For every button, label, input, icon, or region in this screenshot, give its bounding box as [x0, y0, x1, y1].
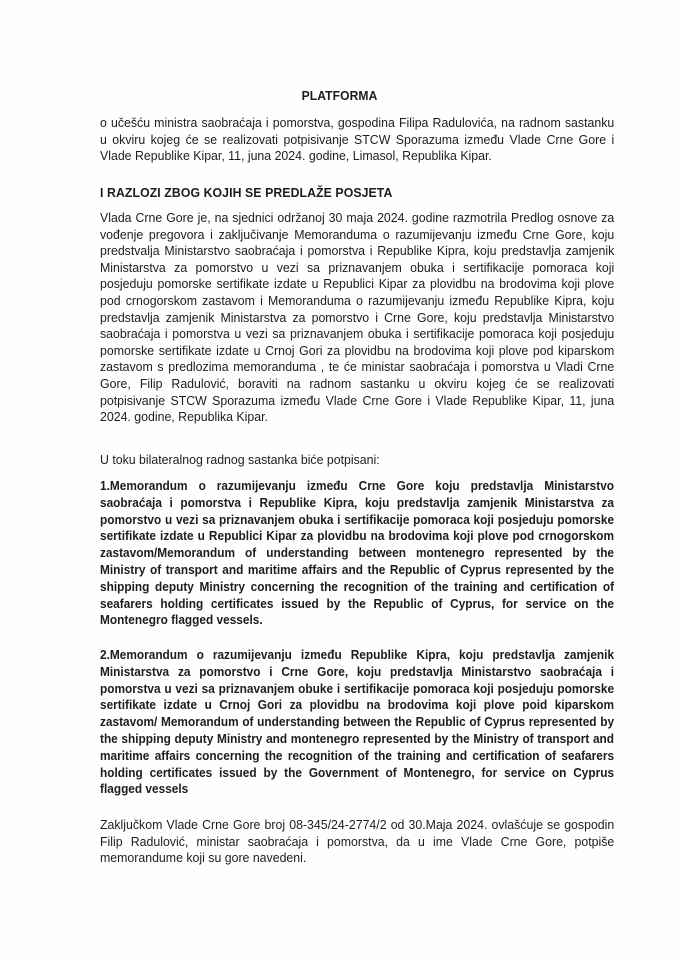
document-title: PLATFORMA — [301, 88, 378, 103]
closing-paragraph: Zaključkom Vlade Crne Gore broj 08-345/24-2774/2 od 30.Maja 2024. ovlašćuje se gospodin Filip Radulović, ministar saobraćaja i pomorstva, da u ime Vlade Crne Gore, potpiše memorandume koji su gore navedeni. — [100, 817, 615, 866]
memorandum-item-2: 2.Memorandum o razumijevanju između Republike Kipra, koju predstavlja zamjenik Ministarstva za pomorstvo i Crne Gore, koju predstavlja Ministarstvo saobraćaja i pomorstva u vezi sa priznavanjem obuke i sertifikacije pomoraca koji posjeduju pomorske sertifikate izdate u Crnoj Gori za plovidbu na brodovima koji plove poid kiparskom zastavom/ Memorandum of understanding between the Republic of Cyprus represented by the shipping deputy Ministry and montenegro represented by the Ministry of transport and maritime affairs concerning the recognition of the training and certification of seafarers holding certificates issued by the Government of Montenegro, for service on Cyprus flagged vessels — [100, 647, 615, 797]
memorandum-item-1: 1.Memorandum o razumijevanju između Crne Gore koju predstavlja Ministarstvo saobraćaja i pomorstva i Republike Kipra, koju predstavlja zamjenik Ministarstva za pomorstvo u vezi sa priznavanjem obuka i sertifikacije pomoraca koji posjeduju pomorske sertifikate izdate u Republici Kipar za plovidbu na brodovima koji plove pod crnogorskom zastavom/Memorandum of understanding between montenegro represented by the Ministry of transport and maritime affairs and the Republic of Cyprus represented by the shipping deputy Ministry concerning the recognition of the training and certification of seafarers holding certificates issued by the Republic of Cyprus, for service on the Montenegro flagged vessels. — [100, 478, 615, 628]
section-heading: I RAZLOZI ZBOG KOJIH SE PREDLAŽE POSJETA — [100, 185, 393, 200]
intro-paragraph: o učešću ministra saobraćaja i pomorstva, gospodina Filipa Radulovića, na radnom sastanku u okviru kojeg će se realizovati potpisivanje STCW Sporazuma između Vlade Crne Gore i Vlade Republike Kipar, 11, juna 2024. godine, Limasol, Republika Kipar. — [100, 115, 615, 164]
lead-in-paragraph: U toku bilateralnog radnog sastanka biće potpisani: — [100, 452, 380, 467]
reasons-paragraph: Vlada Crne Gore je, na sjednici održanoj 30 maja 2024. godine razmotrila Predlog osnove za vođenje pregovora i zaključivanje Memoranduma o razumijevanju između Crne Gore, koju predstvalja Ministarstvo saobraćaja i pomorstva i Republike Kipra, koju predstavlja zamjenik Ministarstva za pomorstvo u vezi sa priznavanjem obuka i sertifikacije pomoraca koji posjeduju pomorske sertifikate izdate u Republici Kipar za plovidbu na brodovima koji plove pod crnogorskom zastavom i Memoranduma o razumijevanju između Republike Kipra, koju predstavlja zamjenik Ministarstva za pomorstvo i Crne Gore, koju predstavlja Ministarstvo saobraćaja i pomorstva u vezi sa priznavanjem obuka i sertifikacije pomoraca koji posjeduju pomorske sertifikate izdate u Crnoj Gori za plovidbu na brodovima koji plove pod kiparskom zastavom s predlozima memoranduma , te će ministar saobraćaja i pomorstva u Vladi Crne Gore, Filip Radulović, boraviti na radnom sastanku u okviru kojeg će se realizovati potpisivanje STCW Sporazuma između Vlade Crne Gore i Vlade Republike Kipar, 11, juna 2024. godine, Republika Kipar. — [100, 210, 615, 425]
